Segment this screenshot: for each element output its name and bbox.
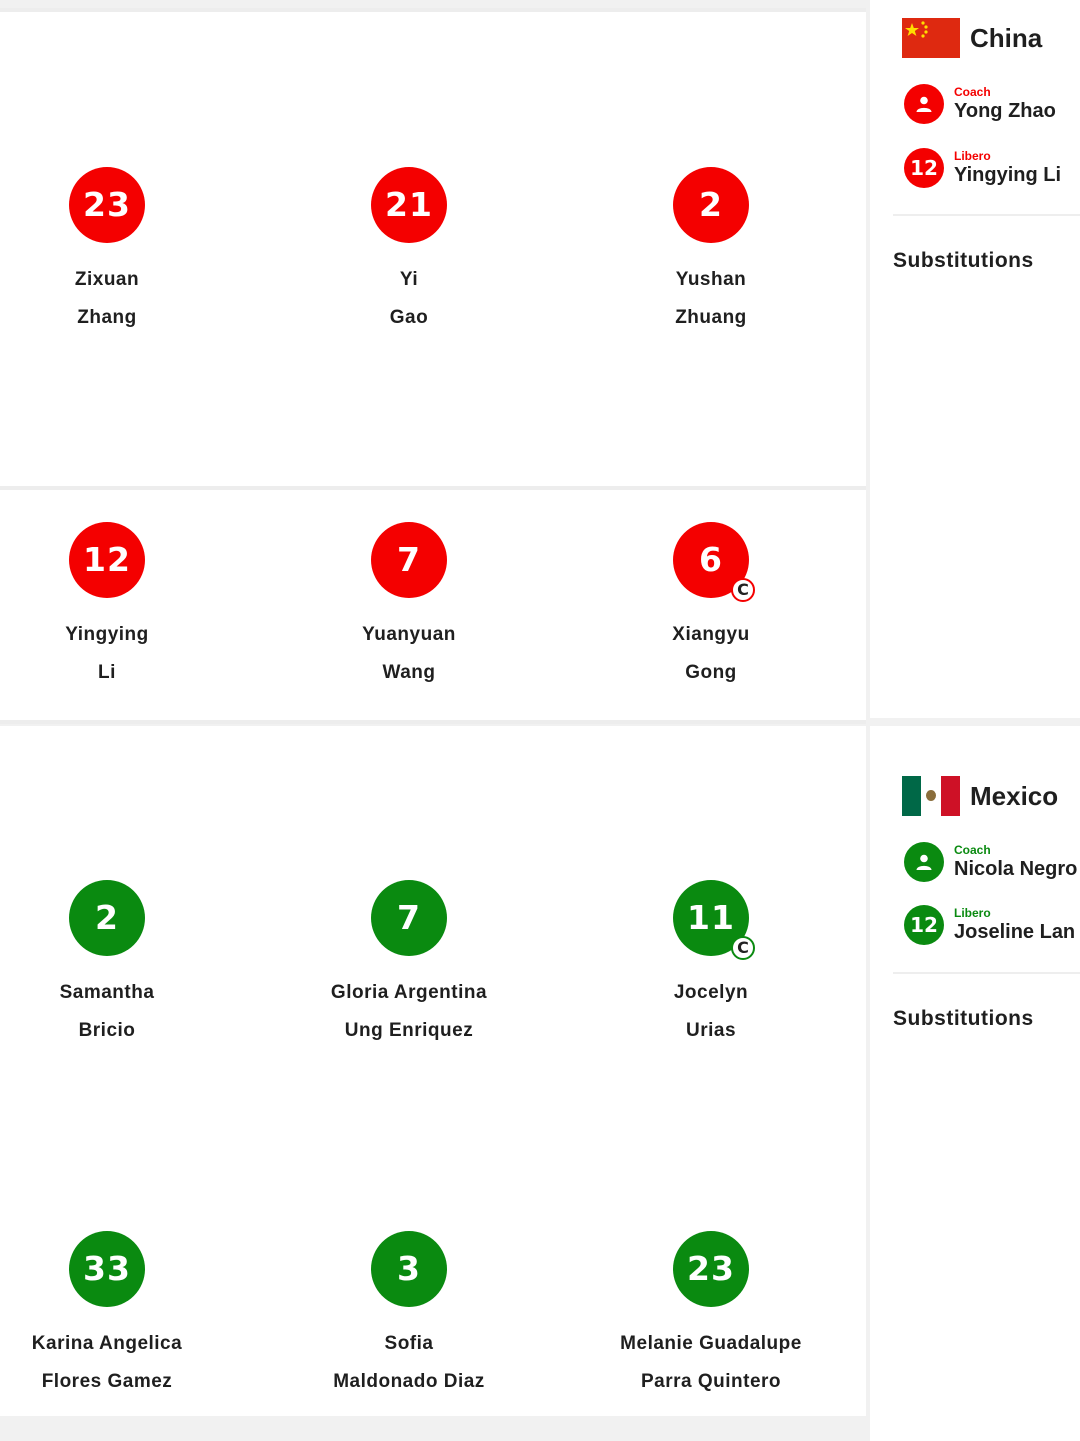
player-card[interactable] xyxy=(0,522,227,692)
player-name xyxy=(289,261,529,337)
player-first-name: Yi xyxy=(399,269,419,290)
divider xyxy=(893,214,1080,216)
player-name xyxy=(289,1325,529,1401)
captain-badge: C xyxy=(731,578,755,602)
divider xyxy=(893,972,1080,974)
china-flag-icon xyxy=(902,18,960,58)
libero-label: Libero xyxy=(954,906,991,920)
player-first-name: Jocelyn xyxy=(673,982,749,1003)
jersey-number-badge xyxy=(673,880,749,956)
libero-name: Joseline Lan xyxy=(954,921,1076,943)
player-last-name: Urias xyxy=(685,1020,737,1041)
player-last-name: Gao xyxy=(389,307,429,328)
player-name xyxy=(289,974,529,1050)
player-name xyxy=(591,261,831,337)
player-name xyxy=(0,1325,227,1401)
player-card[interactable] xyxy=(591,1231,831,1401)
player-name xyxy=(591,616,831,692)
player-card[interactable] xyxy=(0,1231,227,1401)
player-name xyxy=(0,616,227,692)
player-last-name: Maldonado Diaz xyxy=(333,1371,485,1392)
jersey-number-badge: 2 xyxy=(673,167,749,243)
libero-label: Libero xyxy=(954,149,991,163)
player-name xyxy=(0,261,227,337)
player-card[interactable] xyxy=(591,167,831,337)
jersey-number-badge xyxy=(673,522,749,598)
player-name xyxy=(591,974,831,1050)
jersey-number-badge: 7 xyxy=(371,522,447,598)
player-last-name: Gong xyxy=(685,662,737,683)
team-name: China xyxy=(970,22,1043,53)
player-card[interactable] xyxy=(289,167,529,337)
jersey-number: 11 xyxy=(687,898,735,937)
top-divider xyxy=(0,8,866,12)
coach-name: Nicola Negro xyxy=(954,858,1078,880)
player-name xyxy=(0,974,227,1050)
player-first-name: Gloria Argentina xyxy=(330,982,488,1003)
player-name xyxy=(591,1325,831,1401)
player-first-name: Sofia xyxy=(384,1333,434,1354)
team-name: Mexico xyxy=(970,780,1059,811)
player-card[interactable] xyxy=(591,880,831,1050)
player-last-name: Wang xyxy=(382,662,436,683)
player-card[interactable] xyxy=(0,167,227,337)
coach-name: Yong Zhao xyxy=(954,100,1056,122)
player-first-name: Yuanyuan xyxy=(362,624,456,645)
player-card[interactable] xyxy=(0,880,227,1050)
jersey-number-badge: 33 xyxy=(69,1231,145,1307)
mexico-team-header xyxy=(902,776,1058,816)
jersey-number-badge: 12 xyxy=(69,522,145,598)
player-name xyxy=(289,616,529,692)
jersey-number-badge: 3 xyxy=(371,1231,447,1307)
libero-row[interactable] xyxy=(904,148,1061,188)
coach-person-icon xyxy=(904,842,944,882)
player-last-name: Zhuang xyxy=(675,307,747,328)
player-last-name: Parra Quintero xyxy=(640,1371,782,1392)
libero-number-badge: 12 xyxy=(904,148,944,188)
player-last-name: Zhang xyxy=(77,307,137,328)
coach-row[interactable] xyxy=(904,842,1077,882)
jersey-number-badge: 23 xyxy=(673,1231,749,1307)
player-last-name: Flores Gamez xyxy=(41,1371,173,1392)
player-first-name: Yingying xyxy=(65,624,149,645)
coach-person-icon xyxy=(904,84,944,124)
player-last-name: Ung Enriquez xyxy=(344,1020,474,1041)
jersey-number-badge: 7 xyxy=(371,880,447,956)
player-first-name: Karina Angelica xyxy=(31,1333,183,1354)
coach-label: Coach xyxy=(954,843,991,857)
player-card[interactable] xyxy=(591,522,831,692)
substitutions-heading: Substitutions xyxy=(893,1007,1034,1030)
mexico-lineup-panel xyxy=(870,726,1080,1441)
substitutions-heading: Substitutions xyxy=(893,249,1034,272)
player-first-name: Melanie Guadalupe xyxy=(620,1333,802,1354)
jersey-number: 6 xyxy=(699,540,723,579)
china-team-header xyxy=(902,18,1042,58)
libero-name: Yingying Li xyxy=(954,164,1062,186)
mexico-flag-icon xyxy=(902,776,960,816)
player-card[interactable] xyxy=(289,522,529,692)
player-last-name: Li xyxy=(98,662,116,683)
china-row-divider xyxy=(0,486,866,490)
player-first-name: Zixuan xyxy=(74,269,140,290)
libero-number-badge: 12 xyxy=(904,905,944,945)
player-first-name: Xiangyu xyxy=(672,624,750,645)
player-card[interactable] xyxy=(289,880,529,1050)
jersey-number-badge: 23 xyxy=(69,167,145,243)
jersey-number-badge: 21 xyxy=(371,167,447,243)
libero-row[interactable] xyxy=(904,905,1075,945)
court-divider xyxy=(0,720,866,724)
coach-row[interactable] xyxy=(904,84,1056,124)
player-first-name: Samantha xyxy=(59,982,155,1003)
coach-label: Coach xyxy=(954,85,991,99)
captain-badge: C xyxy=(731,936,755,960)
player-last-name: Bricio xyxy=(78,1020,136,1041)
player-first-name: Yushan xyxy=(675,269,747,290)
player-card[interactable] xyxy=(289,1231,529,1401)
jersey-number-badge: 2 xyxy=(69,880,145,956)
